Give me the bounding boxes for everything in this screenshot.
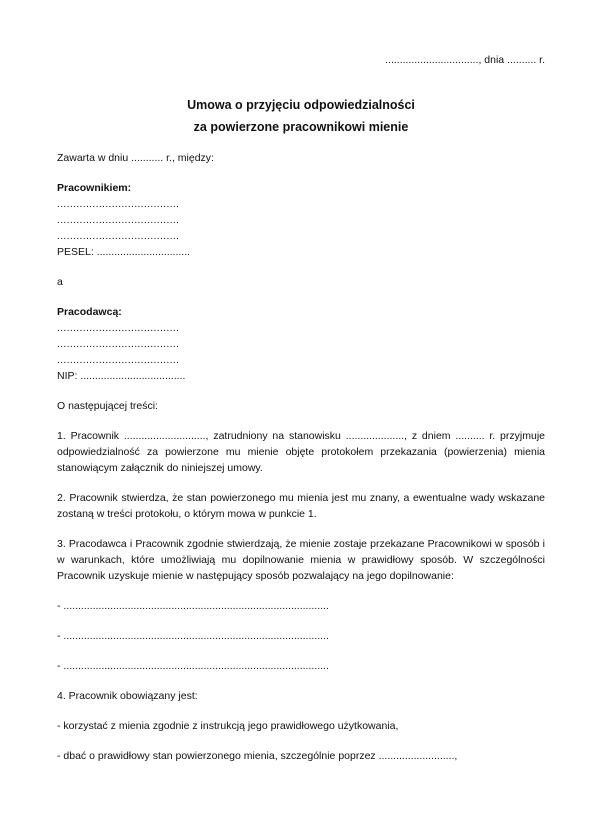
clause-3: 3. Pracodawca i Pracownik zgodnie stwierdzają, że mienie zostaje przekazane Pracownikowi w sposób i w warunkach, które umożliwiają mu dopilnowanie mienia w prawidłowy sposób. W szczególności Pracownik uzyskuje mienie w następujący sposób pozwalający na jego dopilnowanie: bbox=[57, 538, 545, 582]
document-title-line-1: Umowa o przyjęciu odpowiedzialności bbox=[187, 98, 415, 112]
preamble-line: O następującej treści: bbox=[57, 400, 158, 412]
employer-nip-line: NIP: .................................... bbox=[57, 370, 186, 382]
employee-heading: Pracownikiem: bbox=[57, 182, 132, 194]
connector-a: a bbox=[57, 276, 63, 288]
employer-blank-line-1: ...................................... bbox=[57, 322, 180, 334]
employer-blank-line-2: ...................................... bbox=[57, 338, 180, 350]
blank-list-item-2: - ........................................................................................... bbox=[57, 630, 329, 642]
blank-list-item-3: - ........................................................................................... bbox=[57, 660, 329, 672]
clause-4-item-1: - korzystać z mienia zgodnie z instrukcją jego prawidłowego użytkowania, bbox=[57, 720, 399, 732]
employee-pesel-line: PESEL: ................................ bbox=[57, 246, 191, 258]
blank-list-item-1: - ........................................................................................... bbox=[57, 600, 329, 612]
employer-blank-line-3: ...................................... bbox=[57, 354, 180, 366]
employee-section bbox=[57, 180, 545, 260]
intro-line: Zawarta w dniu ........... r., między: bbox=[57, 152, 214, 164]
employer-heading: Pracodawcą: bbox=[57, 306, 122, 318]
clause-4-item-2: - dbać o prawidłowy stan powierzonego mienia, szczególnie poprzez .........................., bbox=[57, 750, 458, 762]
clause-1: 1. Pracownik ............................, zatrudniony na stanowisku ...................., z dniem .......... r. przyjmuje odpowiedzialność za powierzone mu mienie objęte protokołem przekazania (powierzenia) mienia stanowiącym załącznik do niniejszej umowy. bbox=[57, 430, 545, 474]
document-title bbox=[57, 94, 545, 138]
document-title-line-2: za powierzone pracownikowi mienie bbox=[193, 120, 409, 134]
employee-blank-line-3: ...................................... bbox=[57, 230, 180, 242]
clause-2: 2. Pracownik stwierdza, że stan powierzonego mu mienia jest mu znany, a ewentualne wady wskazane zostaną w treści protokołu, o którym mowa w punkcie 1. bbox=[57, 492, 545, 520]
date-line: ................................, dnia .......... r. bbox=[385, 54, 545, 66]
clause-4-heading: 4. Pracownik obowiązany jest: bbox=[57, 690, 198, 702]
employee-blank-line-1: ...................................... bbox=[57, 198, 180, 210]
employee-blank-line-2: ...................................... bbox=[57, 214, 180, 226]
employer-section bbox=[57, 304, 545, 384]
